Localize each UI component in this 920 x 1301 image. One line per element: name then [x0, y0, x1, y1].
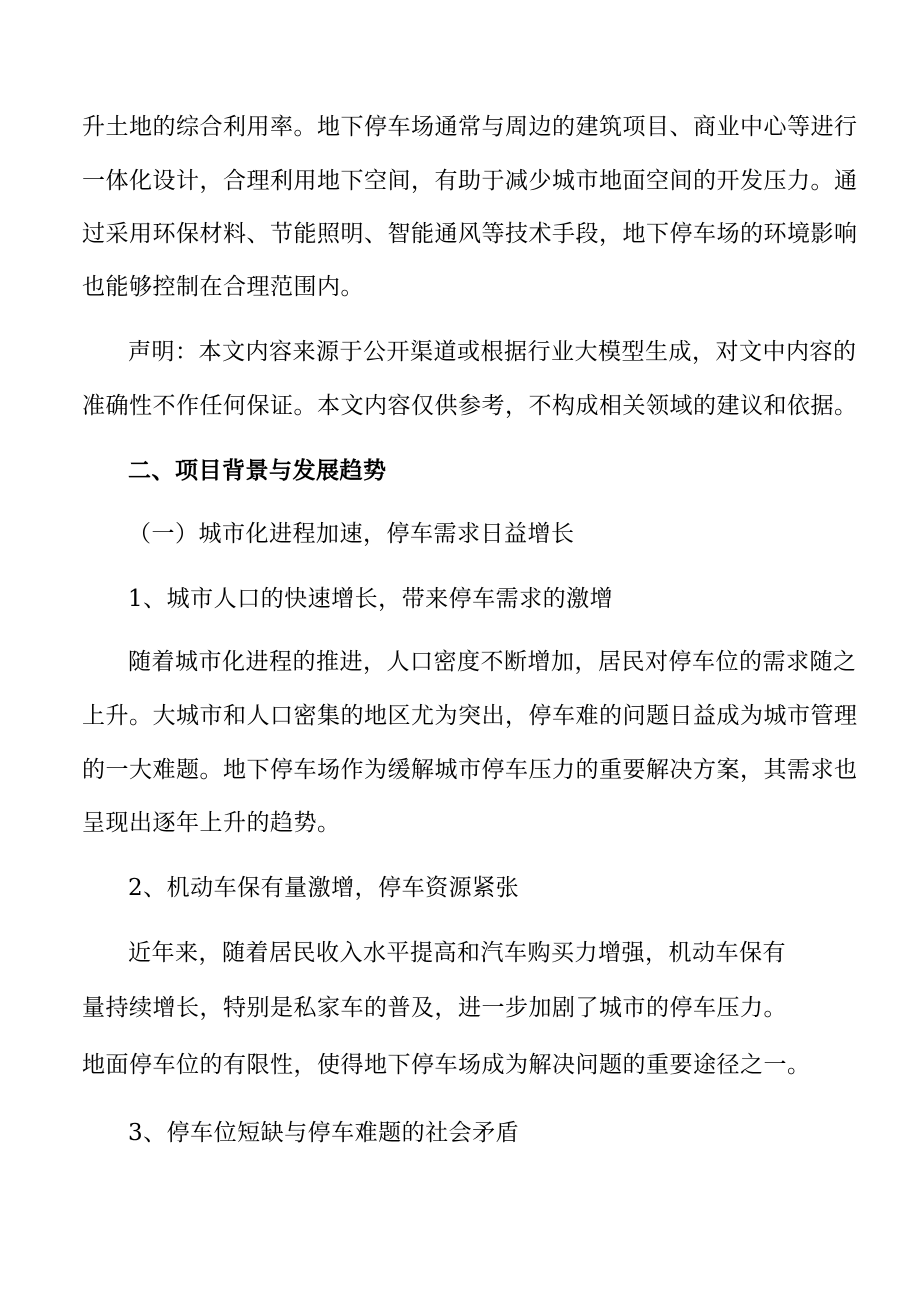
item-title: 3、停车位短缺与停车难题的社会矛盾 [128, 1120, 520, 1146]
paragraph-line: 量持续增长，特别是私家车的普及，进一步加剧了城市的停车压力。 [82, 995, 787, 1021]
disclaimer-line: 声明：本文内容来源于公开渠道或根据行业大模型生成，对文中内容的 [128, 339, 857, 365]
paragraph-line: 一体化设计，合理利用地下空间，有助于减少城市地面空间的开发压力。通 [82, 168, 858, 194]
paragraph-line: 近年来，随着居民收入水平提高和汽车购买力增强，机动车保有 [128, 940, 786, 966]
subsection-heading: （一）城市化进程加速，停车需求日益增长 [128, 521, 575, 547]
paragraph-line: 随着城市化进程的推进，人口密度不断增加，居民对停车位的需求随之 [128, 649, 857, 675]
paragraph-line: 过采用环保材料、节能照明、智能通风等技术手段，地下停车场的环境影响 [82, 221, 858, 247]
paragraph-line: 的一大难题。地下停车场作为缓解城市停车压力的重要解决方案，其需求也 [82, 757, 858, 783]
paragraph-line: 地面停车位的有限性，使得地下停车场成为解决问题的重要途径之一。 [82, 1052, 811, 1078]
item-title: 1、城市人口的快速增长，带来停车需求的激增 [128, 586, 614, 612]
item-title: 2、机动车保有量激增，停车资源紧张 [128, 875, 520, 901]
paragraph-line: 升土地的综合利用率。地下停车场通常与周边的建筑项目、商业中心等进行 [82, 114, 858, 140]
paragraph-line: 上升。大城市和人口密集的地区尤为突出，停车难的问题日益成为城市管理 [82, 703, 858, 729]
paragraph-line: 呈现出逐年上升的趋势。 [82, 810, 341, 836]
disclaimer-line: 准确性不作任何保证。本文内容仅供参考，不构成相关领域的建议和依据。 [82, 393, 858, 419]
paragraph-line: 也能够控制在合理范围内。 [82, 274, 364, 300]
section-heading: 二、项目背景与发展趋势 [128, 457, 387, 484]
